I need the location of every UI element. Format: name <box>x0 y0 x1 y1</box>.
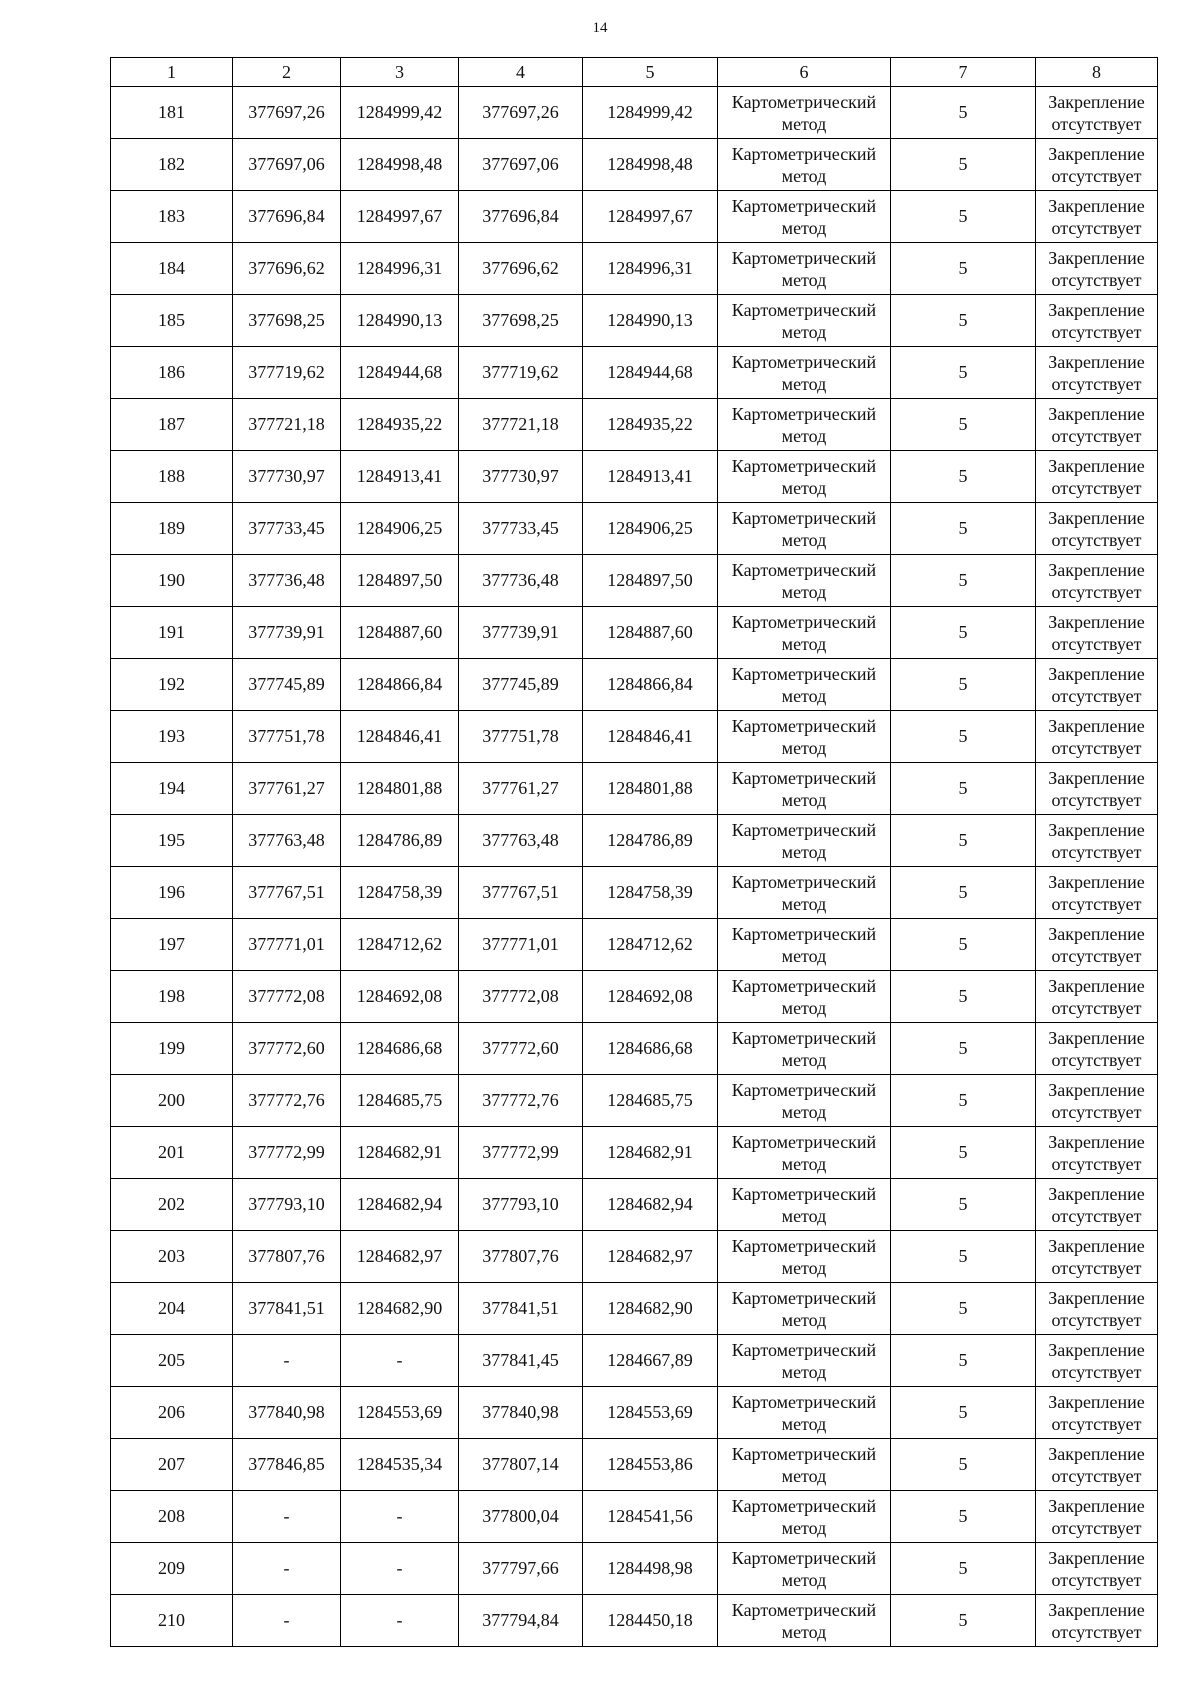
table-cell: 185 <box>111 295 233 347</box>
table-cell: 377793,10 <box>459 1179 583 1231</box>
table-cell: 5 <box>891 659 1036 711</box>
table-row <box>111 451 1158 503</box>
table-cell: Картометрический метод <box>718 1387 891 1439</box>
table-cell: 377697,26 <box>459 87 583 139</box>
column-header: 8 <box>1036 58 1158 87</box>
table-cell: Закрепление отсутствует <box>1036 399 1158 451</box>
table-cell: 377840,98 <box>233 1387 341 1439</box>
table-row <box>111 1387 1158 1439</box>
table-cell: 1284944,68 <box>341 347 459 399</box>
table-cell: 5 <box>891 503 1036 555</box>
table-cell: 1284999,42 <box>583 87 718 139</box>
table-row <box>111 1283 1158 1335</box>
page-number: 14 <box>592 20 608 36</box>
table-cell: 377772,99 <box>459 1127 583 1179</box>
table-cell: 377772,08 <box>233 971 341 1023</box>
table-cell: Закрепление отсутствует <box>1036 1231 1158 1283</box>
table-cell: 210 <box>111 1595 233 1647</box>
table-cell: 377772,60 <box>459 1023 583 1075</box>
table-cell: 1284997,67 <box>583 191 718 243</box>
table-cell: 1284541,56 <box>583 1491 718 1543</box>
table-cell: 1284682,94 <box>341 1179 459 1231</box>
table-cell: 1284685,75 <box>583 1075 718 1127</box>
table-cell: 5 <box>891 971 1036 1023</box>
table-cell: - <box>341 1595 459 1647</box>
table-cell: Закрепление отсутствует <box>1036 1543 1158 1595</box>
table-cell: 1284553,86 <box>583 1439 718 1491</box>
table-body <box>111 87 1158 1647</box>
table-cell: Картометрический метод <box>718 191 891 243</box>
table-cell: Картометрический метод <box>718 1231 891 1283</box>
table-cell: 208 <box>111 1491 233 1543</box>
table-cell: 377736,48 <box>233 555 341 607</box>
table-cell: Картометрический метод <box>718 659 891 711</box>
table-cell: 193 <box>111 711 233 763</box>
table-cell: 377807,76 <box>233 1231 341 1283</box>
table-cell: Закрепление отсутствует <box>1036 347 1158 399</box>
table-cell: 1284998,48 <box>341 139 459 191</box>
table-cell: 1284682,91 <box>341 1127 459 1179</box>
column-header: 6 <box>718 58 891 87</box>
table-cell: 1284682,91 <box>583 1127 718 1179</box>
column-header: 2 <box>233 58 341 87</box>
table-cell: 377719,62 <box>233 347 341 399</box>
table-cell: 1284786,89 <box>583 815 718 867</box>
table-cell: 377767,51 <box>459 867 583 919</box>
table-cell: - <box>233 1595 341 1647</box>
table-cell: 5 <box>891 451 1036 503</box>
table-cell: Картометрический метод <box>718 1127 891 1179</box>
table-cell: 377745,89 <box>459 659 583 711</box>
table-cell: 5 <box>891 399 1036 451</box>
table-cell: 1284553,69 <box>341 1387 459 1439</box>
table-cell: 1284786,89 <box>341 815 459 867</box>
table-cell: 377733,45 <box>233 503 341 555</box>
table-cell: 377739,91 <box>233 607 341 659</box>
table-cell: Закрепление отсутствует <box>1036 87 1158 139</box>
table-row <box>111 191 1158 243</box>
table-cell: 377800,04 <box>459 1491 583 1543</box>
table-cell: - <box>341 1335 459 1387</box>
table-cell: 1284906,25 <box>341 503 459 555</box>
table-cell: 183 <box>111 191 233 243</box>
coordinates-table <box>110 57 1158 1647</box>
table-cell: 377730,97 <box>459 451 583 503</box>
table-row <box>111 243 1158 295</box>
table-row <box>111 971 1158 1023</box>
table-cell: 5 <box>891 555 1036 607</box>
table-row <box>111 347 1158 399</box>
table-cell: 5 <box>891 1075 1036 1127</box>
table-cell: 1284535,34 <box>341 1439 459 1491</box>
table-cell: 205 <box>111 1335 233 1387</box>
table-cell: 377772,60 <box>233 1023 341 1075</box>
table-row <box>111 919 1158 971</box>
table-cell: 1284866,84 <box>341 659 459 711</box>
table-cell: Закрепление отсутствует <box>1036 971 1158 1023</box>
table-cell: 377772,76 <box>459 1075 583 1127</box>
table-cell: 5 <box>891 1543 1036 1595</box>
table-cell: Картометрический метод <box>718 1491 891 1543</box>
table-cell: Закрепление отсутствует <box>1036 555 1158 607</box>
table-row <box>111 711 1158 763</box>
table-cell: 377696,62 <box>233 243 341 295</box>
table-cell: Закрепление отсутствует <box>1036 1335 1158 1387</box>
table-cell: 5 <box>891 1231 1036 1283</box>
table-cell: 377697,26 <box>233 87 341 139</box>
table-cell: 5 <box>891 139 1036 191</box>
table-cell: 1284686,68 <box>583 1023 718 1075</box>
table-cell: Закрепление отсутствует <box>1036 191 1158 243</box>
table-cell: 1284801,88 <box>583 763 718 815</box>
table-cell: 1284498,98 <box>583 1543 718 1595</box>
table-row <box>111 399 1158 451</box>
table-cell: 184 <box>111 243 233 295</box>
table-cell: Картометрический метод <box>718 87 891 139</box>
table-cell: - <box>341 1543 459 1595</box>
table-cell: 1284913,41 <box>341 451 459 503</box>
table-cell: 1284944,68 <box>583 347 718 399</box>
table-cell: 196 <box>111 867 233 919</box>
table-cell: Картометрический метод <box>718 1439 891 1491</box>
table-cell: 209 <box>111 1543 233 1595</box>
table-cell: 377772,99 <box>233 1127 341 1179</box>
table-cell: 377841,51 <box>233 1283 341 1335</box>
table-cell: 377698,25 <box>459 295 583 347</box>
table-cell: 1284990,13 <box>583 295 718 347</box>
table-cell: Закрепление отсутствует <box>1036 1387 1158 1439</box>
table-cell: Закрепление отсутствует <box>1036 1023 1158 1075</box>
table-cell: Закрепление отсутствует <box>1036 1179 1158 1231</box>
table-row <box>111 295 1158 347</box>
column-header: 4 <box>459 58 583 87</box>
table-cell: 1284998,48 <box>583 139 718 191</box>
column-header: 1 <box>111 58 233 87</box>
table-row <box>111 87 1158 139</box>
table-cell: Картометрический метод <box>718 711 891 763</box>
table-cell: 201 <box>111 1127 233 1179</box>
table-cell: 5 <box>891 607 1036 659</box>
table-cell: 1284913,41 <box>583 451 718 503</box>
table-cell: Картометрический метод <box>718 919 891 971</box>
table-cell: Картометрический метод <box>718 763 891 815</box>
table-cell: 1284450,18 <box>583 1595 718 1647</box>
table-cell: 377739,91 <box>459 607 583 659</box>
column-header: 7 <box>891 58 1036 87</box>
table-row <box>111 1491 1158 1543</box>
table-row <box>111 659 1158 711</box>
table-cell: 1284801,88 <box>341 763 459 815</box>
table-cell: 195 <box>111 815 233 867</box>
table-cell: 377771,01 <box>459 919 583 971</box>
table-cell: 377840,98 <box>459 1387 583 1439</box>
table-cell: - <box>341 1491 459 1543</box>
table-cell: 190 <box>111 555 233 607</box>
table-row <box>111 1439 1158 1491</box>
table-cell: - <box>233 1335 341 1387</box>
table-cell: Закрепление отсутствует <box>1036 1595 1158 1647</box>
table-cell: 1284887,60 <box>583 607 718 659</box>
table-cell: 1284667,89 <box>583 1335 718 1387</box>
table-cell: 377767,51 <box>233 867 341 919</box>
table-cell: 191 <box>111 607 233 659</box>
table-cell: 1284897,50 <box>341 555 459 607</box>
table-cell: 5 <box>891 1179 1036 1231</box>
table-cell: Закрепление отсутствует <box>1036 867 1158 919</box>
table-cell: Картометрический метод <box>718 1179 891 1231</box>
table-cell: Закрепление отсутствует <box>1036 763 1158 815</box>
table-cell: 377697,06 <box>459 139 583 191</box>
table-cell: 202 <box>111 1179 233 1231</box>
table-cell: 377736,48 <box>459 555 583 607</box>
table-cell: 1284990,13 <box>341 295 459 347</box>
table-cell: 188 <box>111 451 233 503</box>
table-cell: 1284553,69 <box>583 1387 718 1439</box>
table-cell: 5 <box>891 815 1036 867</box>
table-cell: 5 <box>891 711 1036 763</box>
table-cell: 377698,25 <box>233 295 341 347</box>
table-cell: 377841,51 <box>459 1283 583 1335</box>
table-row <box>111 503 1158 555</box>
table-cell: 5 <box>891 87 1036 139</box>
table-cell: Закрепление отсутствует <box>1036 503 1158 555</box>
table-cell: 377733,45 <box>459 503 583 555</box>
table-cell: 1284682,94 <box>583 1179 718 1231</box>
table-cell: 377793,10 <box>233 1179 341 1231</box>
table-cell: 194 <box>111 763 233 815</box>
table-cell: Картометрический метод <box>718 971 891 1023</box>
table-cell: 192 <box>111 659 233 711</box>
table-cell: 377761,27 <box>233 763 341 815</box>
table-row <box>111 1595 1158 1647</box>
table-cell: Закрепление отсутствует <box>1036 659 1158 711</box>
table-cell: 1284682,90 <box>583 1283 718 1335</box>
table-cell: Закрепление отсутствует <box>1036 139 1158 191</box>
table-cell: 5 <box>891 191 1036 243</box>
table-cell: 377772,76 <box>233 1075 341 1127</box>
table-cell: 377719,62 <box>459 347 583 399</box>
table-cell: 377751,78 <box>233 711 341 763</box>
table-cell: 1284682,90 <box>341 1283 459 1335</box>
table-cell: Картометрический метод <box>718 295 891 347</box>
table-cell: 5 <box>891 1335 1036 1387</box>
table-cell: 1284712,62 <box>341 919 459 971</box>
table-cell: 1284692,08 <box>583 971 718 1023</box>
table-cell: 199 <box>111 1023 233 1075</box>
table-cell: Закрепление отсутствует <box>1036 295 1158 347</box>
table-cell: 377763,48 <box>233 815 341 867</box>
table-cell: Картометрический метод <box>718 1023 891 1075</box>
table-cell: Закрепление отсутствует <box>1036 815 1158 867</box>
table-cell: 189 <box>111 503 233 555</box>
table-cell: Картометрический метод <box>718 1595 891 1647</box>
table-cell: 5 <box>891 347 1036 399</box>
table-cell: 377771,01 <box>233 919 341 971</box>
table-row <box>111 1127 1158 1179</box>
table-cell: Картометрический метод <box>718 243 891 295</box>
table-row <box>111 1023 1158 1075</box>
table-cell: 5 <box>891 1387 1036 1439</box>
table-cell: Картометрический метод <box>718 555 891 607</box>
table-cell: 377696,84 <box>233 191 341 243</box>
table-row <box>111 607 1158 659</box>
table-cell: Закрепление отсутствует <box>1036 451 1158 503</box>
table-cell: 1284935,22 <box>341 399 459 451</box>
table-cell: - <box>233 1491 341 1543</box>
table-cell: 1284997,67 <box>341 191 459 243</box>
table-cell: Закрепление отсутствует <box>1036 607 1158 659</box>
table-cell: 377761,27 <box>459 763 583 815</box>
table-row <box>111 1231 1158 1283</box>
table-cell: 207 <box>111 1439 233 1491</box>
table-cell: Картометрический метод <box>718 139 891 191</box>
table-cell: 1284758,39 <box>341 867 459 919</box>
table-cell: 377697,06 <box>233 139 341 191</box>
table-cell: 377745,89 <box>233 659 341 711</box>
table-cell: 377794,84 <box>459 1595 583 1647</box>
table-cell: Картометрический метод <box>718 815 891 867</box>
table-cell: 1284996,31 <box>583 243 718 295</box>
table-cell: 377807,14 <box>459 1439 583 1491</box>
table-cell: Картометрический метод <box>718 1075 891 1127</box>
table-cell: Закрепление отсутствует <box>1036 243 1158 295</box>
table-cell: Картометрический метод <box>718 867 891 919</box>
table-cell: 5 <box>891 243 1036 295</box>
table-cell: 1284996,31 <box>341 243 459 295</box>
table-cell: 187 <box>111 399 233 451</box>
table-cell: 1284692,08 <box>341 971 459 1023</box>
table-cell: 5 <box>891 1491 1036 1543</box>
table-cell: 1284935,22 <box>583 399 718 451</box>
table-cell: 377846,85 <box>233 1439 341 1491</box>
table-cell: 1284897,50 <box>583 555 718 607</box>
table-row <box>111 1179 1158 1231</box>
table-cell: Картометрический метод <box>718 1335 891 1387</box>
table-cell: 182 <box>111 139 233 191</box>
table-cell: 206 <box>111 1387 233 1439</box>
table-cell: Закрепление отсутствует <box>1036 1439 1158 1491</box>
table-cell: 377807,76 <box>459 1231 583 1283</box>
table-cell: 377841,45 <box>459 1335 583 1387</box>
table-row <box>111 867 1158 919</box>
header-row <box>111 58 1158 87</box>
table-cell: 5 <box>891 1283 1036 1335</box>
table-cell: Закрепление отсутствует <box>1036 1491 1158 1543</box>
table-cell: 377696,84 <box>459 191 583 243</box>
table-cell: 1284846,41 <box>341 711 459 763</box>
table-row <box>111 1543 1158 1595</box>
table-cell: Закрепление отсутствует <box>1036 1283 1158 1335</box>
table-cell: Закрепление отсутствует <box>1036 711 1158 763</box>
table-cell: 5 <box>891 1439 1036 1491</box>
table-row <box>111 763 1158 815</box>
table-cell: 5 <box>891 763 1036 815</box>
table-cell: Картометрический метод <box>718 1543 891 1595</box>
table-cell: 377730,97 <box>233 451 341 503</box>
column-header: 5 <box>583 58 718 87</box>
table-cell: 1284682,97 <box>583 1231 718 1283</box>
table-cell: Картометрический метод <box>718 451 891 503</box>
table-cell: 181 <box>111 87 233 139</box>
table-cell: Картометрический метод <box>718 399 891 451</box>
table-cell: 197 <box>111 919 233 971</box>
table-cell: 377797,66 <box>459 1543 583 1595</box>
table-cell: Картометрический метод <box>718 1283 891 1335</box>
table-cell: Закрепление отсутствует <box>1036 1075 1158 1127</box>
table-cell: 5 <box>891 867 1036 919</box>
table-cell: 377721,18 <box>233 399 341 451</box>
table-cell: 377696,62 <box>459 243 583 295</box>
table-row <box>111 139 1158 191</box>
table-cell: 5 <box>891 1023 1036 1075</box>
table-cell: 204 <box>111 1283 233 1335</box>
table-row <box>111 555 1158 607</box>
table-cell: 1284758,39 <box>583 867 718 919</box>
table-cell: 200 <box>111 1075 233 1127</box>
table-cell: 377721,18 <box>459 399 583 451</box>
table-cell: 203 <box>111 1231 233 1283</box>
table-cell: 1284686,68 <box>341 1023 459 1075</box>
table-cell: Закрепление отсутствует <box>1036 919 1158 971</box>
table-cell: 1284685,75 <box>341 1075 459 1127</box>
table-cell: 1284887,60 <box>341 607 459 659</box>
table-row <box>111 1335 1158 1387</box>
table-cell: 5 <box>891 919 1036 971</box>
table-cell: - <box>233 1543 341 1595</box>
table-cell: 1284999,42 <box>341 87 459 139</box>
table-cell: 377751,78 <box>459 711 583 763</box>
table-cell: Картометрический метод <box>718 503 891 555</box>
column-header: 3 <box>341 58 459 87</box>
table-cell: Картометрический метод <box>718 607 891 659</box>
table-cell: 1284846,41 <box>583 711 718 763</box>
table-cell: 1284866,84 <box>583 659 718 711</box>
table-cell: Картометрический метод <box>718 347 891 399</box>
table-cell: 1284682,97 <box>341 1231 459 1283</box>
table-cell: Закрепление отсутствует <box>1036 1127 1158 1179</box>
table-cell: 5 <box>891 295 1036 347</box>
table-row <box>111 1075 1158 1127</box>
table-cell: 377763,48 <box>459 815 583 867</box>
table-cell: 5 <box>891 1127 1036 1179</box>
table-cell: 198 <box>111 971 233 1023</box>
table-cell: 1284712,62 <box>583 919 718 971</box>
table-cell: 5 <box>891 1595 1036 1647</box>
table-row <box>111 815 1158 867</box>
table-cell: 1284906,25 <box>583 503 718 555</box>
table-cell: 186 <box>111 347 233 399</box>
table-cell: 377772,08 <box>459 971 583 1023</box>
